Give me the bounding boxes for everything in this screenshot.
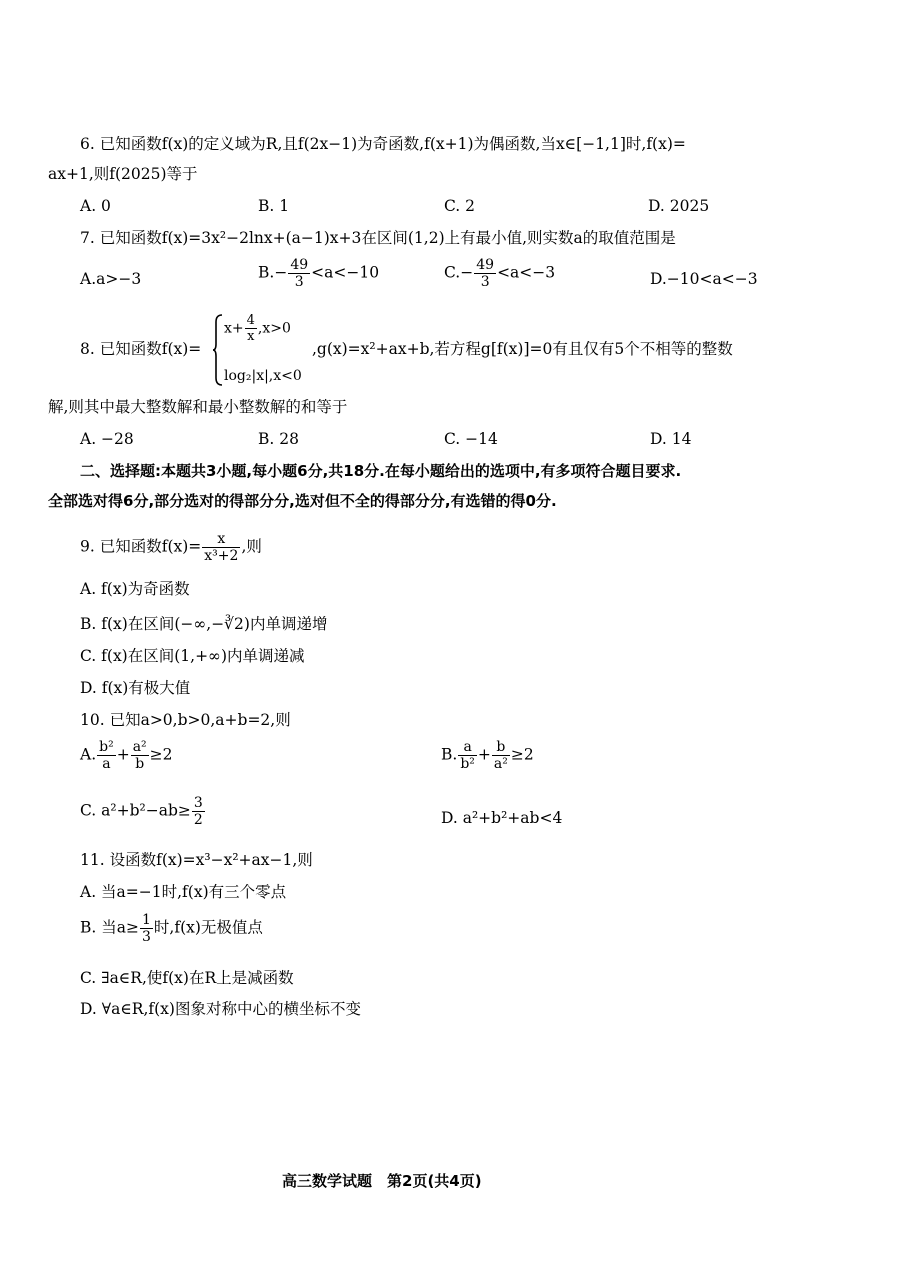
q8-option-a: A. −28 <box>80 430 134 448</box>
q11-stem: 11. 设函数f(x)=x³−x²+ax−1,则 <box>80 851 313 869</box>
left-brace-icon <box>212 314 224 386</box>
q7-option-a: A.a>−3 <box>80 270 142 288</box>
q8-piecewise-function <box>212 314 312 386</box>
q11-option-a: A. 当a=−1时,f(x)有三个零点 <box>80 883 287 901</box>
q7-option-b: B.− $\frac{49}{3}$ <a<−10 <box>258 257 380 290</box>
q10-a-fraction-1: $\frac{\text{b²}}{a}$ <box>99 739 114 772</box>
q8-stem-prefix: 8. 已知函数f(x)= <box>80 340 202 358</box>
q8-stem-line2: 解,则其中最大整数解和最小整数解的和等于 <box>48 398 348 416</box>
q11-option-d: D. ∀a∈R,f(x)图象对称中心的横坐标不变 <box>80 1000 361 1018</box>
q7-option-b-fraction: $\frac{49}{3}$ <box>290 257 309 290</box>
q7-option-c: C.− $\frac{49}{3}$ <a<−3 <box>444 257 556 290</box>
page-footer: 高三数学试题 第2页(共4页) <box>282 1172 482 1190</box>
q10-b-fraction-2: $\frac{b}{\text{a²}}$ <box>493 739 508 772</box>
q9-stem: 9. 已知函数f(x)= $\frac{x}{\text{x³+2}}$ ,则 <box>80 531 262 564</box>
q7-option-c-fraction: $\frac{49}{3}$ <box>476 257 495 290</box>
q10-a-fraction-2: $\frac{\text{a²}}{b}$ <box>132 739 147 772</box>
q8-option-b: B. 28 <box>258 430 299 448</box>
q8-case-positive: x+ $\frac{4}{x}$ ,x>0 <box>224 313 291 344</box>
q6-option-c: C. 2 <box>444 197 476 215</box>
q11-option-b: B. 当a≥ $\frac{1}{3}$ 时,f(x)无极值点 <box>80 912 263 945</box>
q9-option-a: A. f(x)为奇函数 <box>80 580 190 598</box>
q6-option-a: A. 0 <box>80 197 111 215</box>
q8-case-negative: log₂|x|,x<0 <box>224 368 302 384</box>
section-2-instructions: 全部选对得6分,部分选对的得部分分,选对但不全的得部分分,有选错的得0分. <box>48 492 557 510</box>
q8-option-c: C. −14 <box>444 430 498 448</box>
q11-option-c: C. ∃a∈R,使f(x)在R上是减函数 <box>80 969 294 987</box>
section-2-heading: 二、选择题:本题共3小题,每小题6分,共18分.在每小题给出的选项中,有多项符合题目要求. <box>80 462 682 480</box>
q6-stem-line2: ax+1,则f(2025)等于 <box>48 165 198 183</box>
q8-stem-after: ,g(x)=x²+ax+b,若方程g[f(x)]=0有且仅有5个不相等的整数 <box>312 340 733 358</box>
q11-b-fraction: $\frac{1}{3}$ <box>141 912 151 945</box>
q10-c-fraction: $\frac{3}{2}$ <box>193 795 203 828</box>
q9-fraction: $\frac{x}{\text{x³+2}}$ <box>204 531 239 564</box>
q9-option-d: D. f(x)有极大值 <box>80 679 191 697</box>
q10-b-fraction-1: $\frac{a}{\text{b²}}$ <box>460 739 475 772</box>
q6-option-b: B. 1 <box>258 197 290 215</box>
q8-case-fraction: $\frac{4}{x}$ <box>246 313 255 344</box>
q10-option-b: B. $\frac{a}{\text{b²}}$ + $\frac{b}{\text{a²}}$ ≥2 <box>441 739 534 772</box>
q8-option-d: D. 14 <box>650 430 692 448</box>
q10-option-c: C. a²+b²−ab≥ $\frac{3}{2}$ <box>80 795 203 828</box>
q9-option-b: B. f(x)在区间(−∞,−∛2)内单调递增 <box>80 615 328 633</box>
q7-stem: 7. 已知函数f(x)=3x²−2lnx+(a−1)x+3在区间(1,2)上有最小值,则实数a的取值范围是 <box>80 229 676 247</box>
q10-option-d: D. a²+b²+ab<4 <box>441 809 563 827</box>
q7-option-d: D.−10<a<−3 <box>650 270 758 288</box>
q9-option-c: C. f(x)在区间(1,+∞)内单调递减 <box>80 647 305 665</box>
q6-option-d: D. 2025 <box>648 197 710 215</box>
q10-stem: 10. 已知a>0,b>0,a+b=2,则 <box>80 711 291 729</box>
q10-option-a: A. $\frac{\text{b²}}{a}$ + $\frac{\text{a²}}{b}$ ≥2 <box>80 739 173 772</box>
q6-stem-line1: 6. 已知函数f(x)的定义域为R,且f(2x−1)为奇函数,f(x+1)为偶函数,当x∈[−1,1]时,f(x)= <box>80 135 686 153</box>
